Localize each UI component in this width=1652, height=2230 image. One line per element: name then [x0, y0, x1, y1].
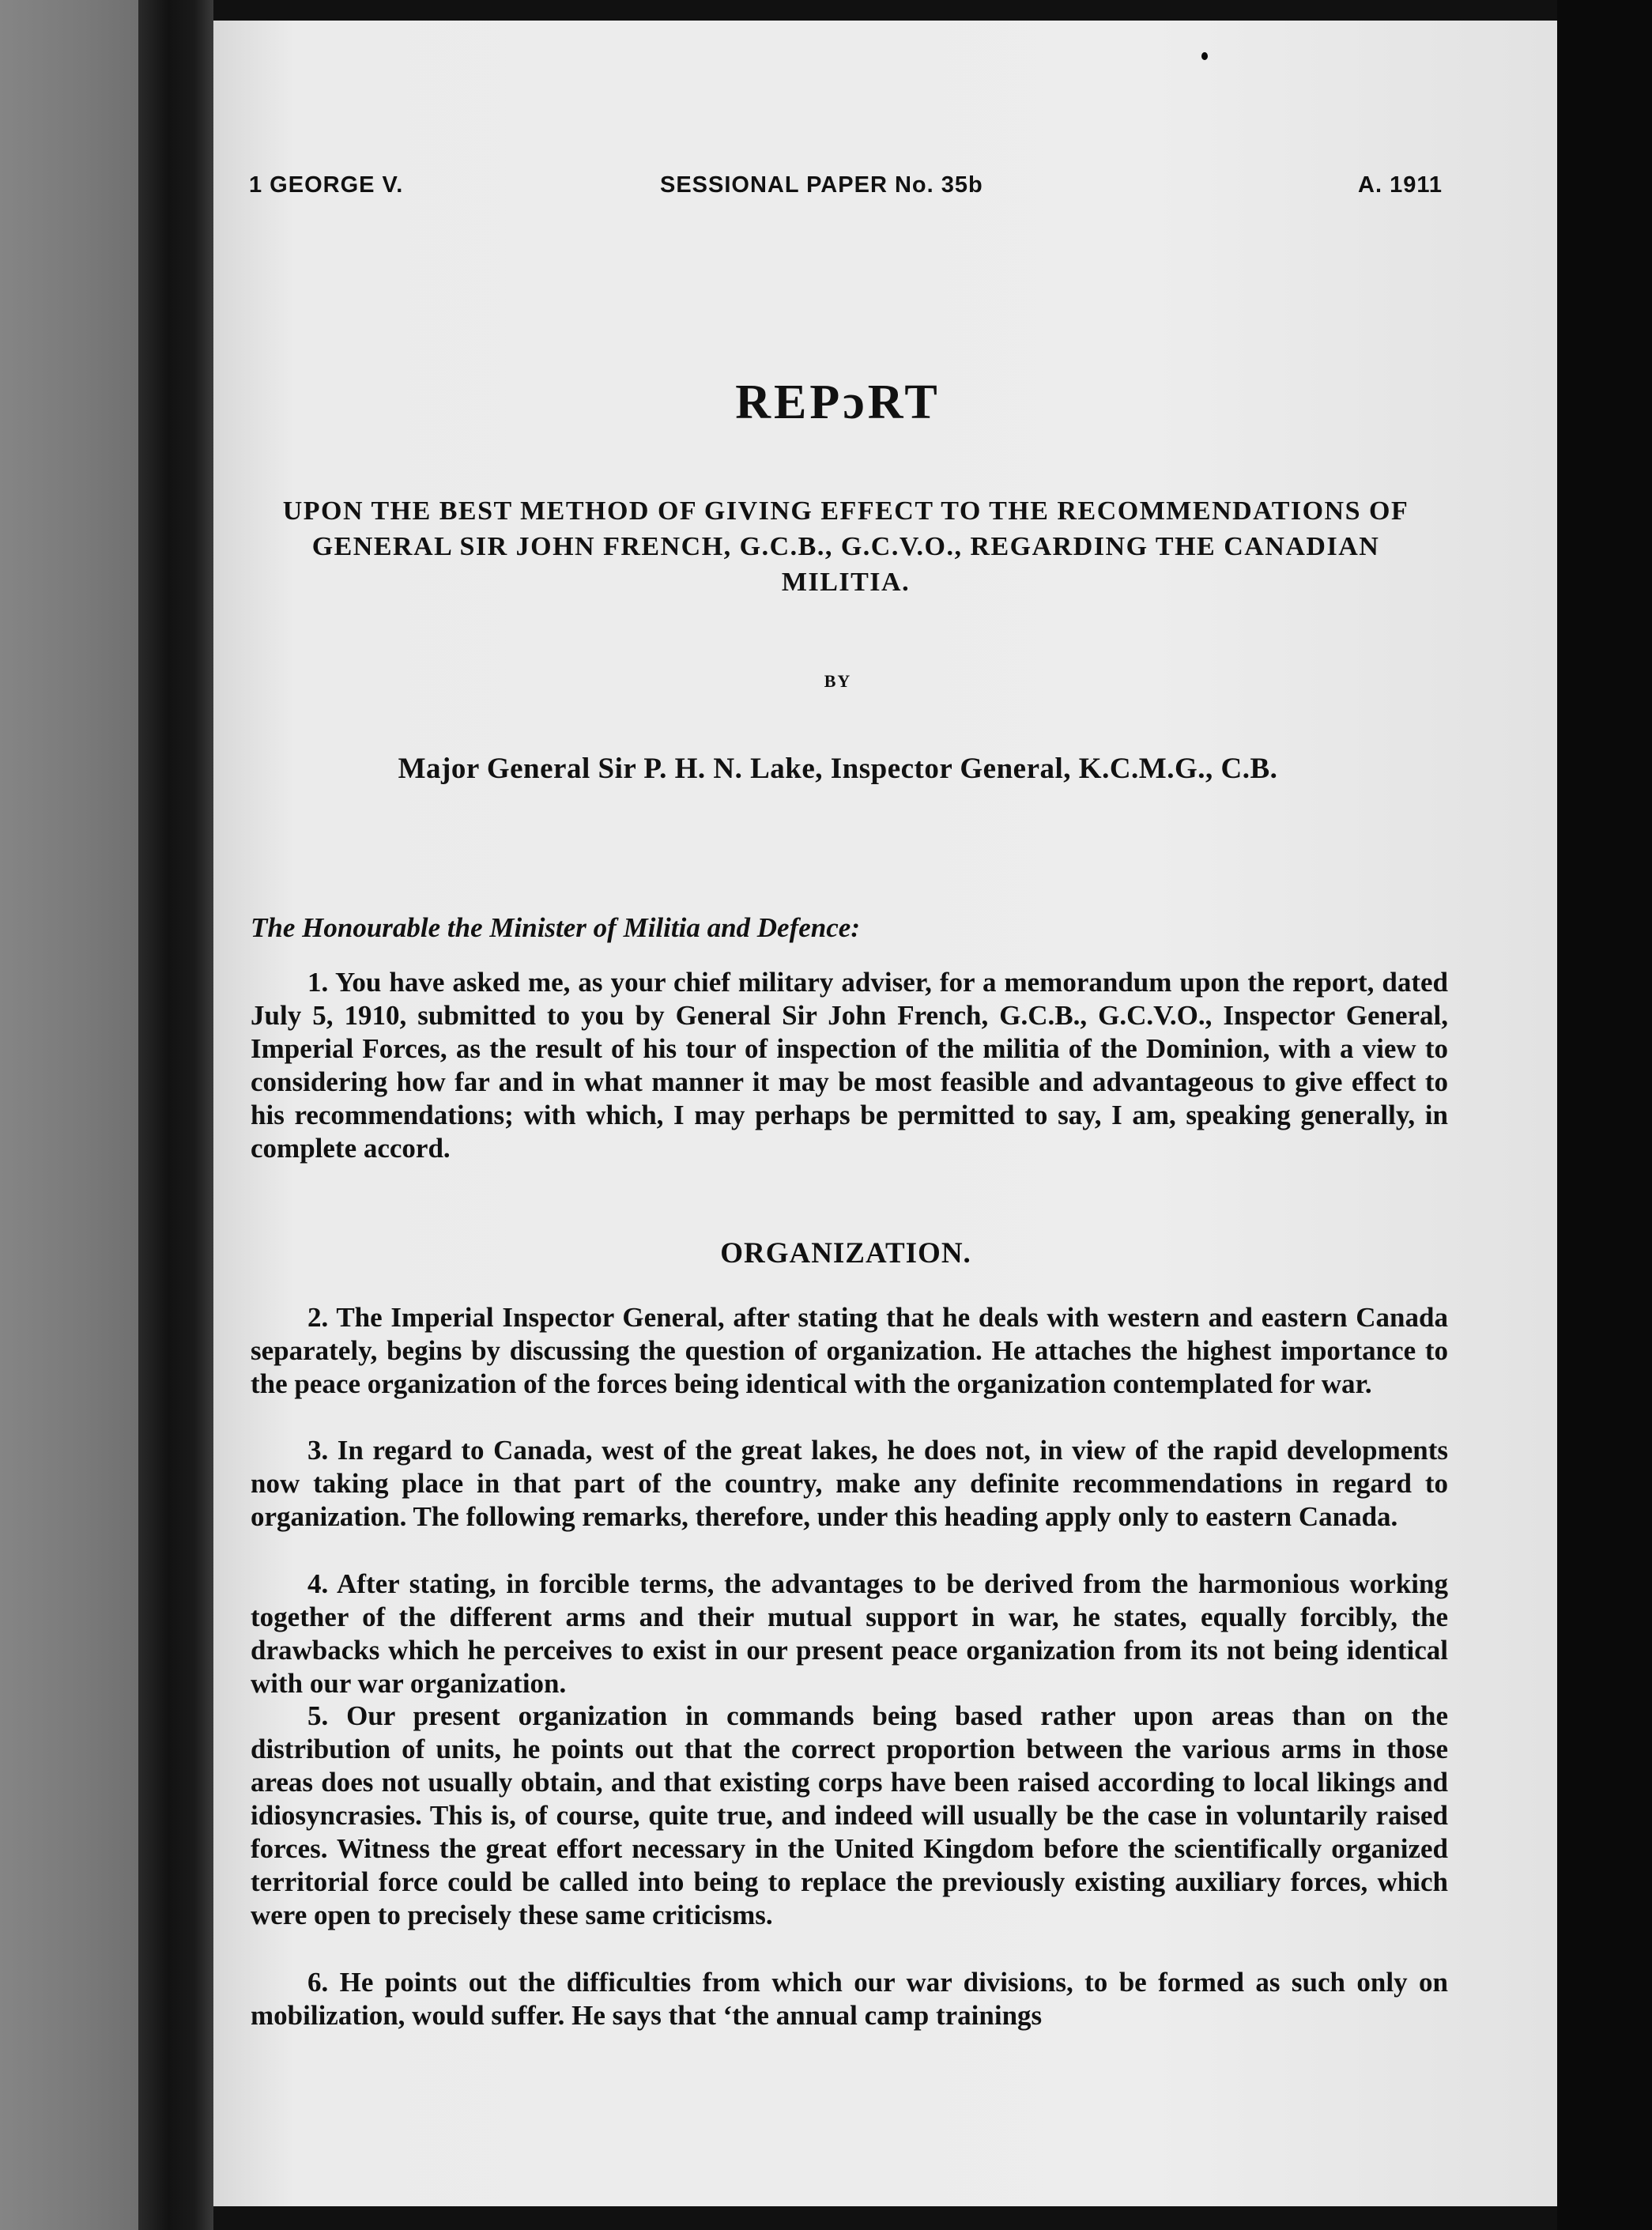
document-page [213, 21, 1557, 2206]
paragraph-5: 5. Our present organization in commands being based rather upon areas than on the distribution of units, he points out that the correct proportion between the various arms in those areas does not usually obtain, and that existing corps have been raised according to local likings and idiosyncrasies. This is, of course, quite true, and indeed will usually be the case in voluntarily raised forces. Witness the great effort necessary in the United Kingdom before the scientifically organized territorial force could be called into being to replace the previously existing auxiliary forces, which were open to precisely these same criticisms. [251, 1700, 1448, 1930]
book-binding-shadow [138, 0, 213, 2230]
header-sessional-paper: SESSIONAL PAPER No. 35b [660, 172, 983, 198]
author-line: Major General Sir P. H. N. Lake, Inspector General, K.C.M.G., C.B. [398, 753, 1278, 785]
by-label: BY [824, 671, 852, 691]
report-subtitle: UPON THE BEST METHOD OF GIVING EFFECT TO THE RECOMMENDATIONS OF GENERAL SIR JOHN FRENCH, G.C.B., G.C.V.O., REGARDING THE CANADIAN MILITIA. [282, 496, 1409, 597]
scan-left-margin [0, 0, 138, 2230]
section-heading: ORGANIZATION. [720, 1237, 971, 1270]
scan-right-border [1557, 0, 1652, 2230]
paragraph-2: 2. The Imperial Inspector General, after stating that he deals with western and eastern Canada separately, begins by discussing the question of organization. He attaches the highest importance to the peace organization of the forces being identical with the organization contemplated for war. [251, 1302, 1448, 1399]
paragraph-4: 4. After stating, in forcible terms, the advantages to be derived from the harmonious working together of the different arms and their mutual support in war, he states, equally forcibly, the drawbacks which he perceives to exist in our present peace organization from its not being identical with our war organization. [251, 1568, 1448, 1699]
scan-speck [1201, 52, 1208, 60]
scan-bottom-border [213, 2206, 1557, 2230]
salutation: The Honourable the Minister of Militia and Defence: [251, 912, 860, 943]
paragraph-6: 6. He points out the difficulties from which our war divisions, to be formed as such only on mobilization, would suffer. He says that ‘the annual camp trainings [251, 1967, 1448, 2031]
scan-top-border [213, 0, 1557, 21]
header-year: A. 1911 [1358, 172, 1443, 198]
paragraph-1: 1. You have asked me, as your chief military adviser, for a memorandum upon the report, dated July 5, 1910, submitted to you by General Sir John French, G.C.B., G.C.V.O., Inspector General, Imperial Forces, as the result of his tour of inspection of the militia of the Dominion, with a view to considering how far and in what manner it may be most feasible and advantageous to give effect to his recommendations; with which, I may perhaps be permitted to say, I am, speaking generally, in complete accord. [251, 967, 1448, 1164]
paragraph-3: 3. In regard to Canada, west of the great lakes, he does not, in view of the rapid developments now taking place in that part of the country, make any definite recommendations in regard to organization. The following remarks, therefore, under this heading apply only to eastern Canada. [251, 1435, 1448, 1532]
report-title: REPɔRT [735, 375, 941, 429]
header-regnal-year: 1 GEORGE V. [249, 172, 404, 198]
